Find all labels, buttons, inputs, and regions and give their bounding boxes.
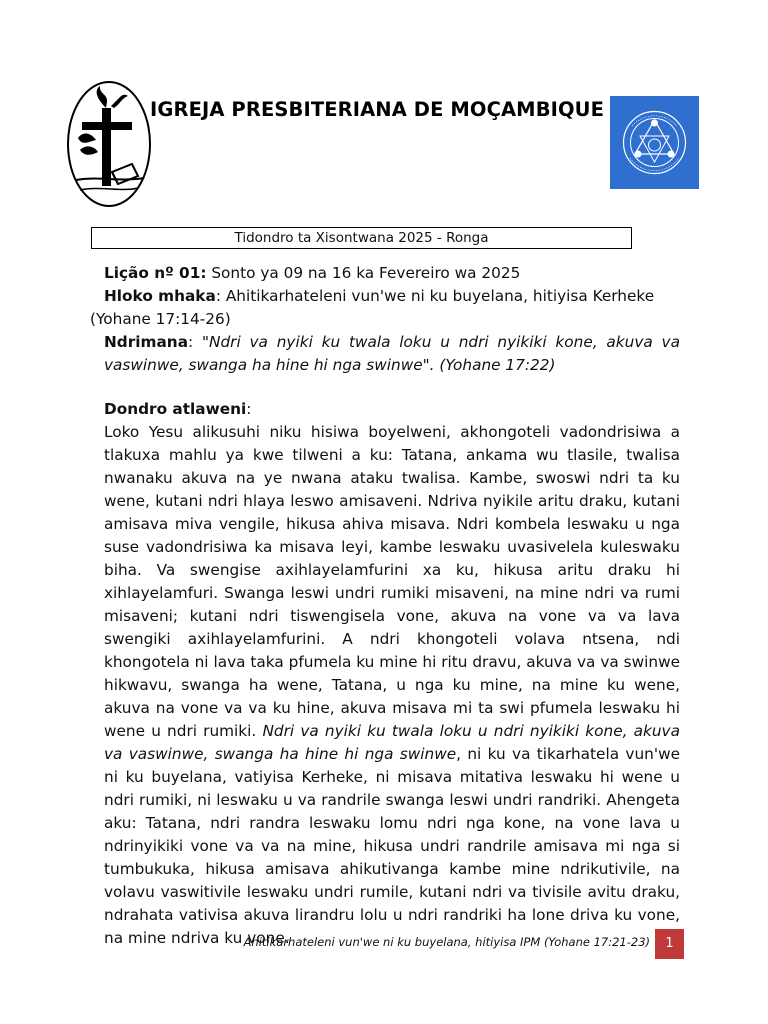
lesson-body bbox=[90, 262, 680, 950]
key-verse-text: "Ndri va nyiki ku twala loku u ndri nyikiki kone, akuva va vaswinwe, swanga ha hine hi nga swinwe". (Yohane 17:22) bbox=[104, 333, 680, 374]
section-heading bbox=[90, 398, 680, 421]
theme-value: : Ahitikarhateleni vun'we ni ku buyelana, hitiyisa Kerheke bbox=[215, 287, 655, 305]
section-heading-text: Dondro atlaweni bbox=[104, 400, 247, 418]
footer-caption: Ahitikarhateleni vun'we ni ku buyelana, hitiyisa IPM (Yohane 17:21-23) bbox=[243, 935, 650, 949]
paragraph-part-1: Loko Yesu alikusuhi niku hisiwa boyelweni, akhongoteli vadondrisiwa a tlakuxa mahlu ya kwe tilweni a ku: Tatana, ankama wu tlasile, twalisa nwanaku akuva na ye nwana ataku twalisa. Kambe, swoswi ndri ta ku wene, kutani ndri hlaya leswo amisaveni. Ndriva nyikile aritu draku, kutani amisava miva vengile, hikusa ahiva misava. Ndri kombela leswaku u nga suse vadondrisiwa ka misava leyi, kambe leswaku uvasivelela kuleswaku biha. Va swengise axihlayelamfurini xa ku, hikusa aritu draku hi xihlayelamfuri. Swanga leswi undri rumiki misaveni, na mine ndri va rumi misaveni; kutani ndri tiswengisela vone, akuva na vone va va lava swengiki axihlayelamfurini. A ndri khongoteli volava ntsena, ndi khongotela ni lava taka pfumela ku mine hi ritu dravu, akuva va va swinwe hikwavu, swanga ha wene, Tatana, u nga ku mine, na mine ku wene, akuva na vone va va ku hine, akuva misava mi ta swi pfumela leswaku hi wene u ndri rumiki. bbox=[104, 423, 680, 740]
church-name-title: IGREJA PRESBITERIANA DE MOÇAMBIQUE bbox=[150, 98, 605, 121]
church-cross-emblem-icon bbox=[66, 80, 152, 208]
lesson-theme-line bbox=[90, 285, 680, 308]
lesson-date-line bbox=[90, 262, 680, 285]
key-verse-colon: : bbox=[188, 333, 202, 351]
lesson-date-value: Sonto ya 09 na 16 ka Fevereiro wa 2025 bbox=[206, 264, 521, 282]
lesson-number-label: Lição nº 01: bbox=[104, 264, 207, 282]
lesson-title-text: Tidondro ta Xisontwana 2025 - Ronga bbox=[234, 230, 489, 246]
theme-reference: (Yohane 17:14-26) bbox=[90, 310, 231, 328]
key-verse bbox=[90, 331, 680, 377]
paragraph-italic-quote: Ndri va nyiki ku twala loku u ndri nyikiki kone, akuva va vaswinwe, swanga ha hine hi nga swinwe bbox=[104, 722, 680, 763]
section-heading-colon: : bbox=[246, 400, 252, 418]
page-number-badge: 1 bbox=[655, 929, 684, 959]
pssj-seal-icon bbox=[610, 96, 699, 189]
key-verse-label: Ndrimana bbox=[104, 333, 189, 351]
paragraph-part-2: , ni ku va tikarhatela vun'we ni ku buyelana, vatiyisa Kerheke, ni misava mitativa leswaku hi wene u ndri rumiki, ni leswaku u va randrile swanga leswi undri randriki. Ahengeta aku: Tatana, ndri randra leswaku lomu ndri nga kone, na vone lava u ndrinyikiki vone va va na mine, hikusa undri randrile amisava mi nga si tumbukuka, hikusa amisava ahikutivanga kambe mine ndrikutivile, na volavu vaswitivile leswaku undri rumile, kutani ndri va tivisile avitu draku, ndrahata vativisa akuva lirandru lolu u ndri randriki ha lone driva ku vone, na mine ndriva ku vone. bbox=[104, 745, 680, 947]
lesson-title-box bbox=[91, 227, 632, 249]
lesson-paragraph bbox=[90, 421, 680, 950]
theme-label: Hloko mhaka bbox=[104, 287, 216, 305]
